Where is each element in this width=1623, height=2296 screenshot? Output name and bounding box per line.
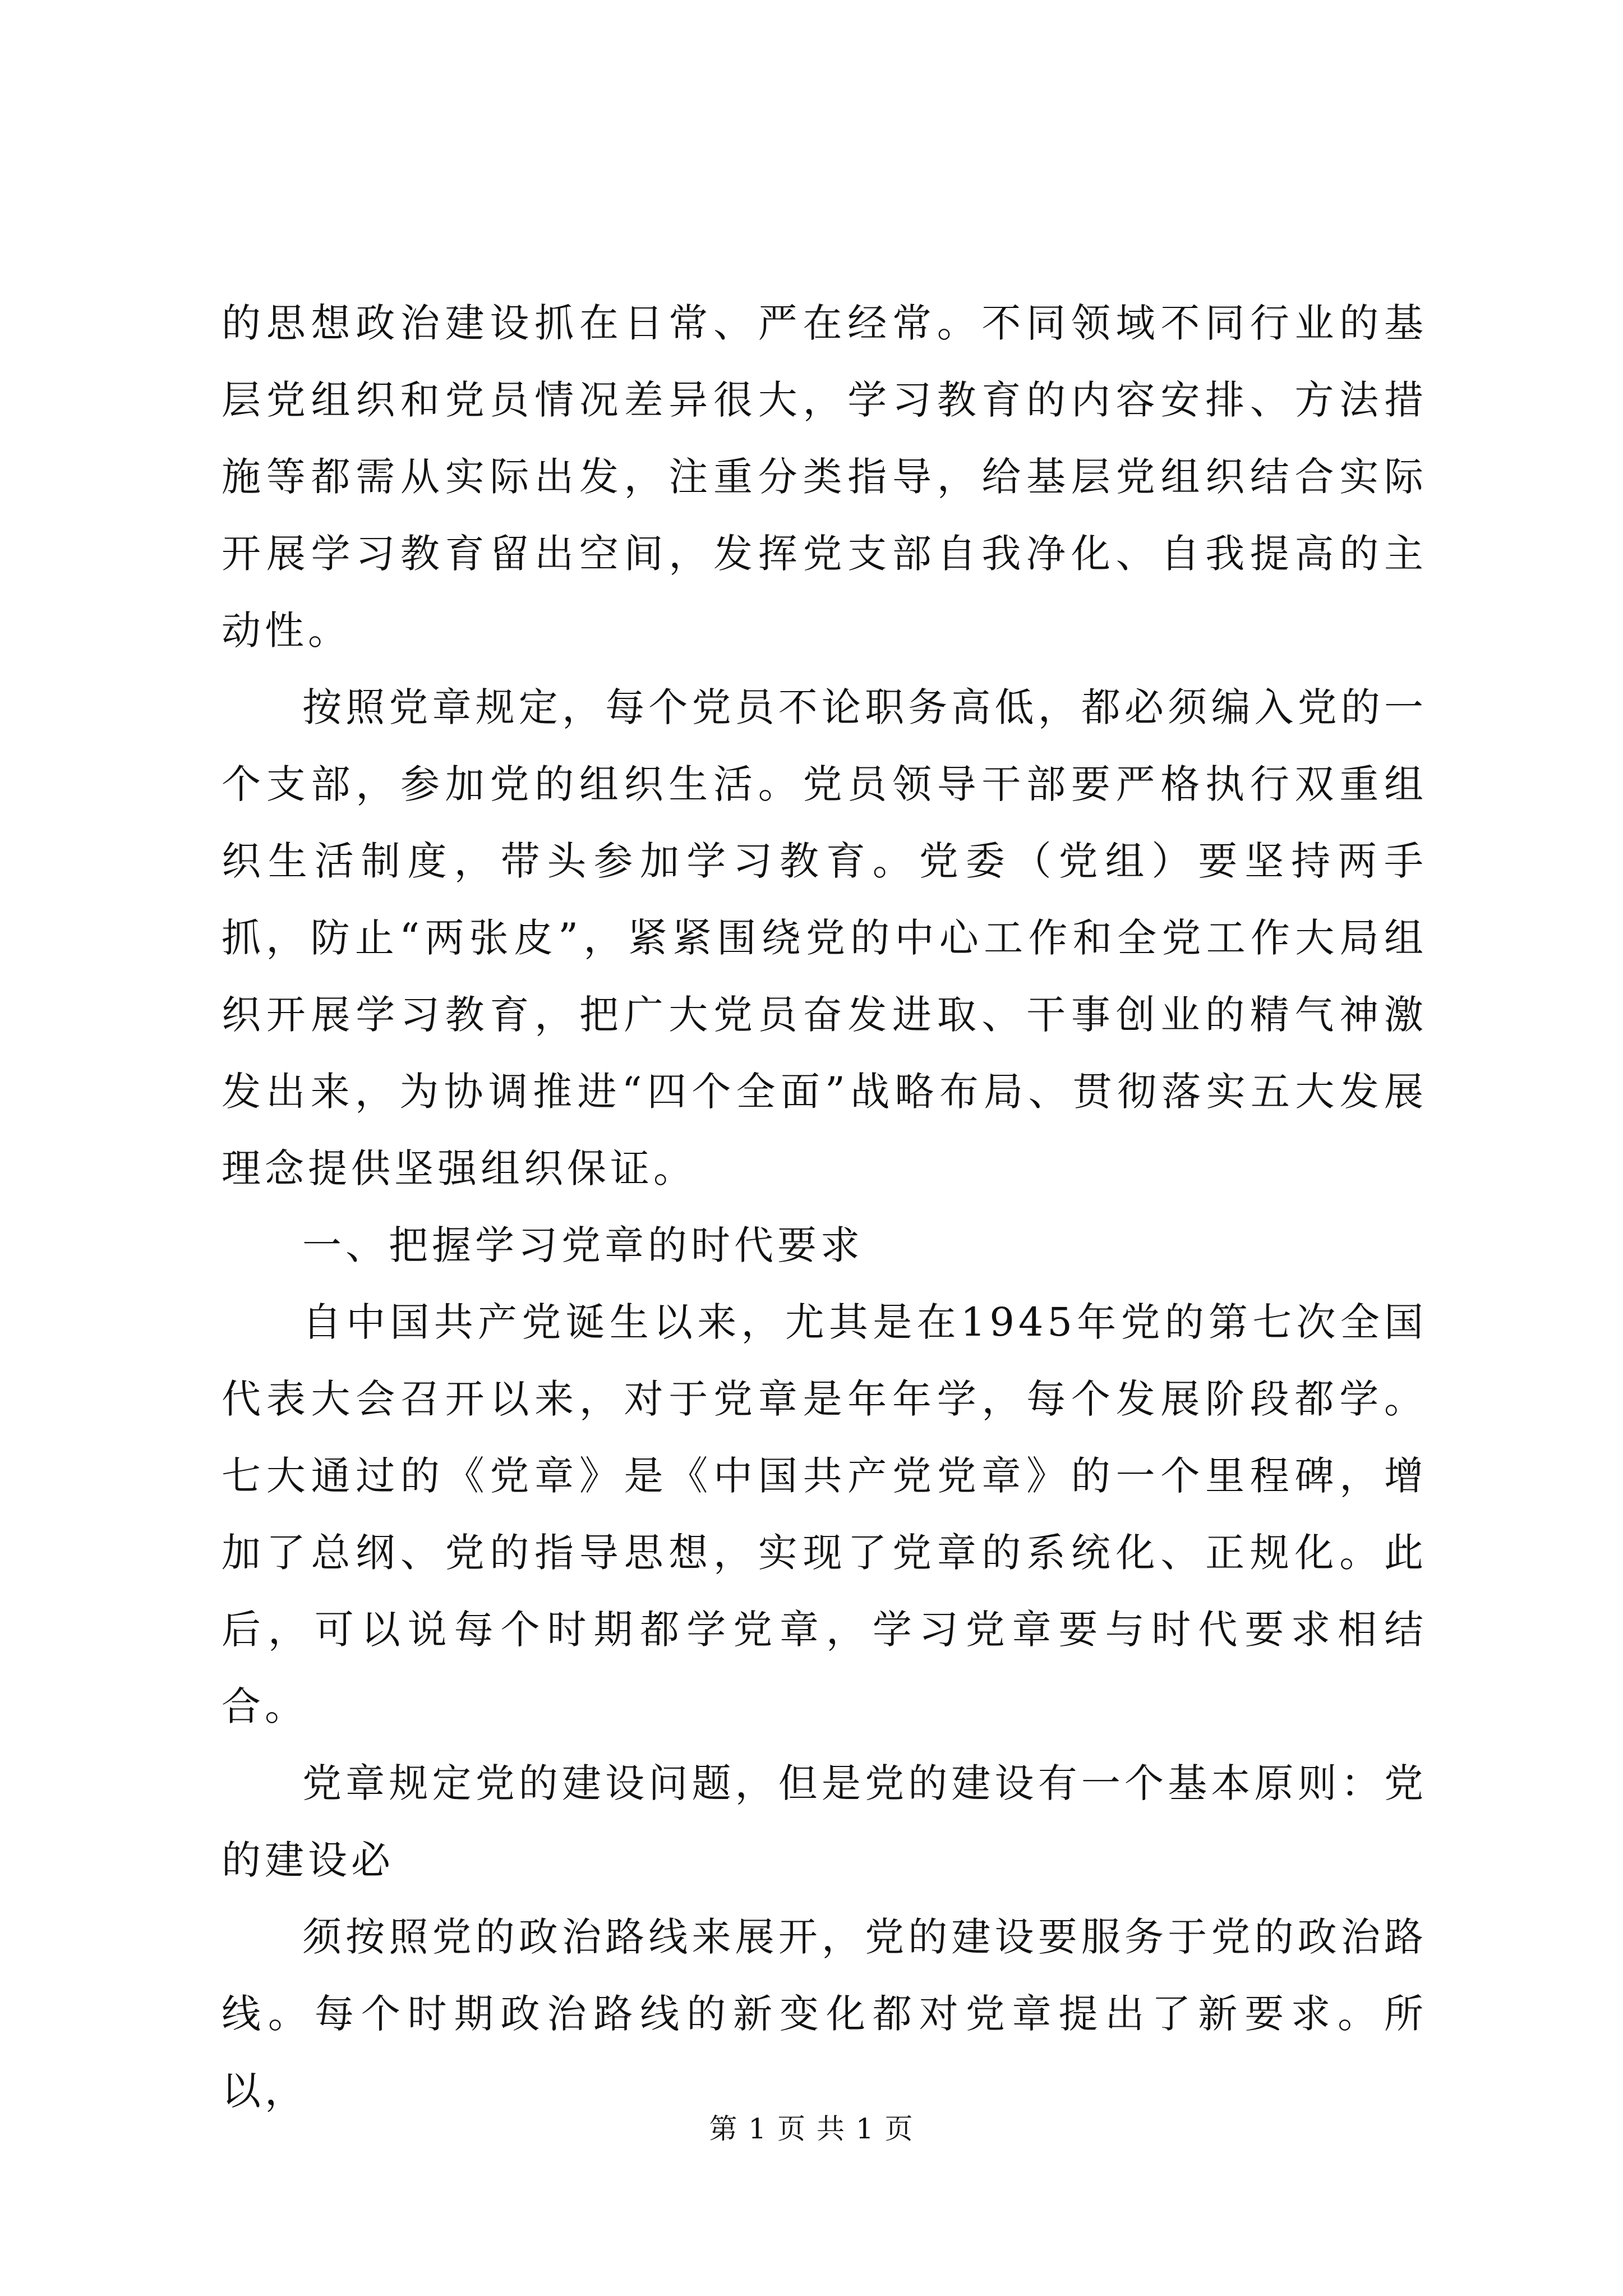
paragraph-5: 须按照党的政治路线来展开，党的建设要服务于党的政治路线。每个时期政治路线的新变化都对党章提出了新要求。所以， bbox=[222, 1914, 1427, 2114]
paragraph-4: 党章规定党的建设问题，但是党的建设有一个基本原则：党的建设必 bbox=[222, 1760, 1427, 1883]
page-footer: 第 1 页 共 1 页 bbox=[709, 2113, 914, 2145]
paragraph-2: 按照党章规定，每个党员不论职务高低，都必须编入党的一个支部，参加党的组织生活。党员领导干部要严格执行双重组织生活制度，带头参加学习教育。党委（党组）要坚持两手抓，防止“两张皮”，紧紧围绕党的中心工作和全党工作大局组织开展学习教育，把广大党员奋发进取、干事创业的精气神激发出来，为协调推进“四个全面”战略布局、贯彻落实五大发展理念提供坚强组织保证。 bbox=[222, 684, 1427, 1191]
section-heading: 一、把握学习党章的时代要求 bbox=[302, 1222, 864, 1268]
paragraph-3: 自中国共产党诞生以来，尤其是在1945年党的第七次全国代表大会召开以来，对于党章是年年学，每个发展阶段都学。七大通过的《党章》是《中国共产党党章》的一个里程碑，增加了总纲、党的指导思想，实现了党章的系统化、正规化。此后，可以说每个时期都学党章，学习党章要与时代要求相结合。 bbox=[222, 1299, 1427, 1729]
document-body bbox=[222, 285, 1427, 2129]
paragraph-1: 的思想政治建设抓在日常、严在经常。不同领域不同行业的基层党组织和党员情况差异很大，学习教育的内容安排、方法措施等都需从实际出发，注重分类指导，给基层党组织结合实际开展学习教育留出空间，发挥党支部自我净化、自我提高的主动性。 bbox=[222, 300, 1427, 654]
